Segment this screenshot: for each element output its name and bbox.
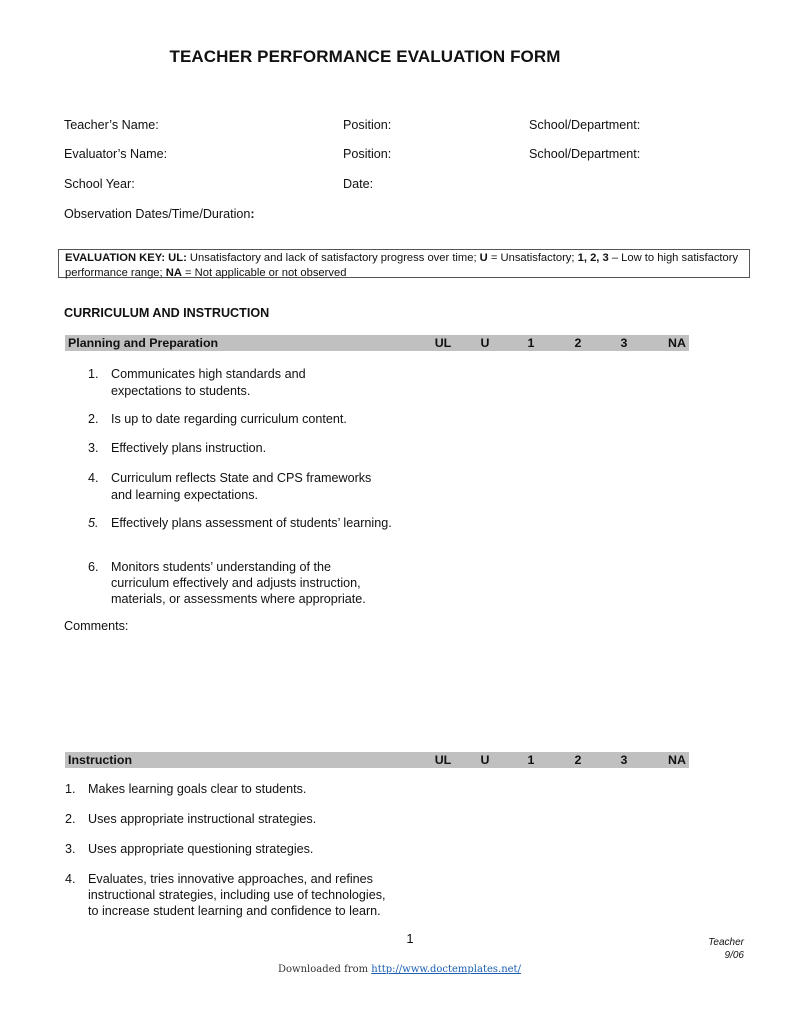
col-2: 2 — [574, 336, 582, 350]
col-1: 1 — [527, 336, 535, 350]
col-3: 3 — [620, 336, 628, 350]
item-text: Is up to date regarding curriculum content. — [111, 412, 347, 426]
footer-date: 9/06 — [724, 950, 744, 961]
col-na: NA — [668, 753, 686, 767]
observation-colon: : — [250, 207, 255, 221]
col-ul: UL — [434, 753, 452, 767]
col-ul: UL — [434, 336, 452, 350]
item-text: to increase student learning and confidence to learn. — [88, 904, 381, 918]
item-text: Uses appropriate instructional strategies. — [88, 812, 317, 826]
item-text: instructional strategies, including use of technologies, — [88, 888, 386, 902]
item-number: 1. — [88, 367, 99, 381]
key-na-code: NA — [165, 267, 182, 279]
item-text: and learning expectations. — [111, 488, 259, 502]
item-text: Makes learning goals clear to students. — [88, 782, 307, 796]
col-2: 2 — [574, 753, 582, 767]
item-number: 4. — [65, 872, 76, 886]
item-number: 2. — [88, 412, 99, 426]
item-text: Effectively plans assessment of students’ learning. — [111, 516, 392, 530]
key-na-text: = Not applicable or not observed — [181, 267, 347, 279]
page-title-text: TEACHER PERFORMANCE EVALUATION FORM — [169, 47, 561, 66]
position-label-1: Position: — [343, 118, 392, 132]
item-text: Monitors students’ understanding of the — [111, 560, 332, 574]
school-department-label-2: School/Department: — [529, 147, 641, 161]
key-ul-code: UL: — [168, 252, 187, 264]
observation-label-text: Observation Dates/Time/Duration — [64, 207, 251, 221]
planning-header-label: Planning and Preparation — [68, 336, 219, 350]
item-text: curriculum effectively and adjusts instruction, — [111, 576, 361, 590]
school-department-label-1: School/Department: — [529, 118, 641, 132]
item-text: materials, or assessments where appropriate. — [111, 592, 366, 606]
key-range-code: 1, 2, 3 — [577, 252, 609, 264]
item-number: 1. — [65, 782, 76, 796]
doctemplates-link[interactable]: http://www.doctemplates.net/ — [371, 964, 521, 975]
item-number: 3. — [88, 441, 99, 455]
instruction-header-label: Instruction — [68, 753, 133, 767]
evaluation-key-box — [58, 249, 750, 278]
page-title — [0, 47, 730, 67]
col-3: 3 — [620, 753, 628, 767]
col-u: U — [480, 753, 490, 767]
section-title: CURRICULUM AND INSTRUCTION — [64, 306, 270, 320]
key-label: EVALUATION KEY: — [65, 252, 166, 264]
col-na: NA — [668, 336, 686, 350]
item-number: 2. — [65, 812, 76, 826]
observation-label — [64, 207, 255, 221]
item-text: Evaluates, tries innovative approaches, and refines — [88, 872, 373, 886]
date-label: Date: — [343, 177, 374, 191]
item-text: Curriculum reflects State and CPS frameworks — [111, 471, 372, 485]
evaluator-name-label: Evaluator’s Name: — [64, 147, 168, 161]
key-ul-text: Unsatisfactory and lack of satisfactory progress over time; — [186, 252, 480, 264]
col-u: U — [480, 336, 490, 350]
teacher-name-label: Teacher’s Name: — [64, 118, 159, 132]
downloaded-prefix: Downloaded from — [278, 964, 372, 975]
key-range-text: – Low to high satisfactory performance range; — [65, 252, 739, 279]
item-number: 6. — [88, 560, 99, 574]
downloaded-from — [278, 964, 521, 975]
position-label-2: Position: — [343, 147, 392, 161]
page-number: 1 — [406, 931, 414, 946]
item-text: Communicates high standards and — [111, 367, 306, 381]
col-1: 1 — [527, 753, 535, 767]
item-text: Uses appropriate questioning strategies. — [88, 842, 314, 856]
item-number: 5. — [88, 516, 99, 530]
item-number: 4. — [88, 471, 99, 485]
school-year-label: School Year: — [64, 177, 135, 191]
comments-label: Comments: — [64, 619, 129, 633]
item-text: expectations to students. — [111, 384, 251, 398]
instruction-header-bar — [65, 752, 689, 768]
planning-header-bar — [65, 335, 689, 351]
key-u-text: = Unsatisfactory; — [487, 252, 578, 264]
key-u-code: U — [479, 252, 488, 264]
footer-teacher: Teacher — [708, 937, 744, 948]
item-text: Effectively plans instruction. — [111, 441, 267, 455]
item-number: 3. — [65, 842, 76, 856]
